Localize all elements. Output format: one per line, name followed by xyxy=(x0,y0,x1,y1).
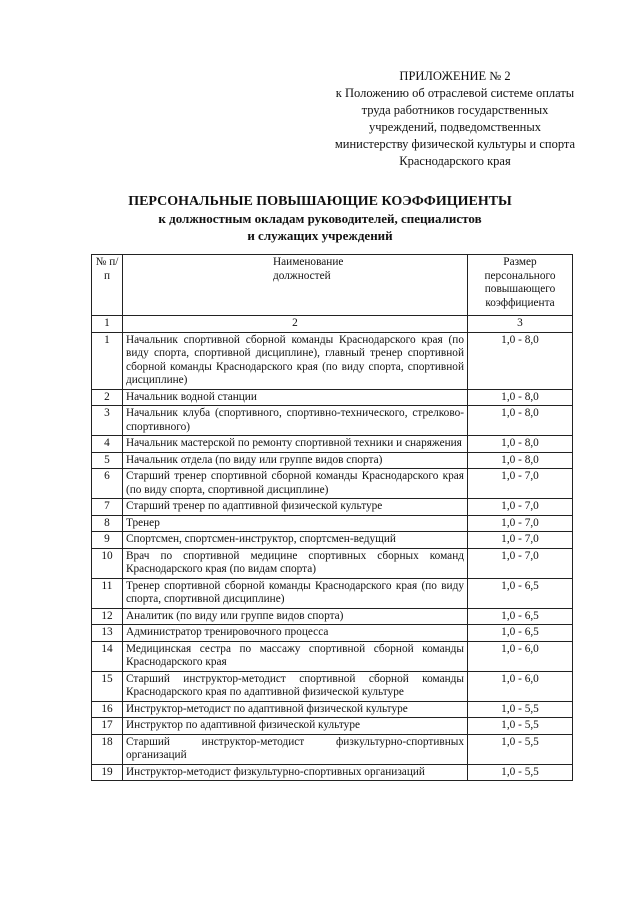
row-number: 19 xyxy=(92,764,123,781)
coefficient-value: 1,0 - 7,0 xyxy=(468,515,573,532)
row-number: 14 xyxy=(92,641,123,671)
row-number: 8 xyxy=(92,515,123,532)
row-number: 18 xyxy=(92,734,123,764)
row-number: 17 xyxy=(92,718,123,735)
table-row xyxy=(92,701,573,718)
row-number: 11 xyxy=(92,578,123,608)
position-name: Начальник водной станции xyxy=(123,389,468,406)
table-row xyxy=(92,515,573,532)
appendix-title: ПРИЛОЖЕНИЕ № 2 xyxy=(399,69,511,83)
table-row xyxy=(92,734,573,764)
coefficient-value: 1,0 - 7,0 xyxy=(468,469,573,499)
row-number: 1 xyxy=(92,332,123,389)
table-row xyxy=(92,641,573,671)
document-title: ПЕРСОНАЛЬНЫЕ ПОВЫШАЮЩИЕ КОЭФФИЦИЕНТЫ xyxy=(128,194,512,209)
row-number: 5 xyxy=(92,452,123,469)
position-name: Аналитик (по виду или группе видов спорта) xyxy=(123,608,468,625)
table-row xyxy=(92,452,573,469)
coefficient-value: 1,0 - 8,0 xyxy=(468,332,573,389)
coefficient-value: 1,0 - 6,5 xyxy=(468,608,573,625)
coefficient-value: 1,0 - 8,0 xyxy=(468,436,573,453)
position-name: Инструктор-методист физкультурно-спортивных организаций xyxy=(123,764,468,781)
position-name: Начальник мастерской по ремонту спортивной техники и снаряжения xyxy=(123,436,468,453)
row-number: 15 xyxy=(92,671,123,701)
header-position-name: Наименование должностей xyxy=(123,255,468,316)
coefficient-value: 1,0 - 7,0 xyxy=(468,532,573,549)
coefficient-value: 1,0 - 6,5 xyxy=(468,578,573,608)
table-row xyxy=(92,671,573,701)
appendix-line: министерству физической культуры и спорта xyxy=(334,137,576,151)
table-row xyxy=(92,578,573,608)
coefficient-value: 1,0 - 5,5 xyxy=(468,734,573,764)
position-name: Старший инструктор-методист физкультурно-спортивных организаций xyxy=(123,734,468,764)
position-name: Начальник спортивной сборной команды Краснодарского края (по виду спорта, спортивной дисциплине), главный тренер спортивной сборной команды Краснодарского края (по виду спорта, спортивной дисциплине) xyxy=(123,332,468,389)
table-row xyxy=(92,608,573,625)
position-name: Старший тренер по адаптивной физической культуре xyxy=(123,499,468,516)
table-row xyxy=(92,548,573,578)
coefficient-value: 1,0 - 5,5 xyxy=(468,764,573,781)
coefficients-table xyxy=(91,254,573,781)
position-name: Спортсмен, спортсмен-инструктор, спортсмен-ведущий xyxy=(123,532,468,549)
coefficient-value: 1,0 - 5,5 xyxy=(468,718,573,735)
row-number: 4 xyxy=(92,436,123,453)
position-name: Начальник отдела (по виду или группе видов спорта) xyxy=(123,452,468,469)
row-number: 12 xyxy=(92,608,123,625)
row-number: 16 xyxy=(92,701,123,718)
appendix-line: Краснодарского края xyxy=(399,154,511,168)
appendix-block xyxy=(300,68,610,170)
coefficient-value: 1,0 - 8,0 xyxy=(468,452,573,469)
appendix-line: учреждений, подведомственных xyxy=(368,120,542,134)
coefficient-value: 1,0 - 7,0 xyxy=(468,548,573,578)
row-number: 9 xyxy=(92,532,123,549)
coefficient-value: 1,0 - 6,5 xyxy=(468,625,573,642)
position-name: Администратор тренировочного процесса xyxy=(123,625,468,642)
position-name: Врач по спортивной медицине спортивных сборных команд Краснодарского края (по видам спорта) xyxy=(123,548,468,578)
document-subtitle: к должностным окладам руководителей, специалистов xyxy=(158,211,482,226)
coefficient-value: 1,0 - 7,0 xyxy=(468,499,573,516)
table-index-row xyxy=(92,316,573,333)
table-header-row xyxy=(92,255,573,316)
position-name: Тренер спортивной сборной команды Краснодарского края (по виду спорта, спортивной дисциплине) xyxy=(123,578,468,608)
position-name: Начальник клуба (спортивного, спортивно-технического, стрелково-спортивного) xyxy=(123,406,468,436)
index-cell: 2 xyxy=(123,316,468,333)
table-row xyxy=(92,625,573,642)
row-number: 6 xyxy=(92,469,123,499)
row-number: 7 xyxy=(92,499,123,516)
row-number: 3 xyxy=(92,406,123,436)
row-number: 10 xyxy=(92,548,123,578)
index-cell: 3 xyxy=(468,316,573,333)
appendix-line: к Положению об отраслевой системе оплаты xyxy=(335,86,575,100)
header-coefficient: Размер персонального повышающего коэффициента xyxy=(468,255,573,316)
position-name: Старший тренер спортивной сборной команды Краснодарского края (по виду спорта, спортивной дисциплине) xyxy=(123,469,468,499)
coefficient-value: 1,0 - 5,5 xyxy=(468,701,573,718)
table-row xyxy=(92,499,573,516)
header-number: № п/п xyxy=(92,255,123,316)
table-row xyxy=(92,532,573,549)
position-name: Тренер xyxy=(123,515,468,532)
coefficient-value: 1,0 - 6,0 xyxy=(468,671,573,701)
position-name: Старший инструктор-методист спортивной сборной команды Краснодарского края по адаптивной физической культуре xyxy=(123,671,468,701)
position-name: Инструктор-методист по адаптивной физической культуре xyxy=(123,701,468,718)
document-subtitle: и служащих учреждений xyxy=(247,228,393,243)
coefficient-value: 1,0 - 8,0 xyxy=(468,389,573,406)
position-name: Инструктор по адаптивной физической культуре xyxy=(123,718,468,735)
coefficient-value: 1,0 - 8,0 xyxy=(468,406,573,436)
coefficient-value: 1,0 - 6,0 xyxy=(468,641,573,671)
table-row xyxy=(92,406,573,436)
row-number: 2 xyxy=(92,389,123,406)
table-row xyxy=(92,389,573,406)
position-name: Медицинская сестра по массажу спортивной сборной команды Краснодарского края xyxy=(123,641,468,671)
appendix-line: труда работников государственных xyxy=(361,103,549,117)
table-row xyxy=(92,332,573,389)
table-row xyxy=(92,469,573,499)
index-cell: 1 xyxy=(92,316,123,333)
table-row xyxy=(92,718,573,735)
row-number: 13 xyxy=(92,625,123,642)
table-row xyxy=(92,764,573,781)
table-row xyxy=(92,436,573,453)
document-heading xyxy=(80,193,560,244)
